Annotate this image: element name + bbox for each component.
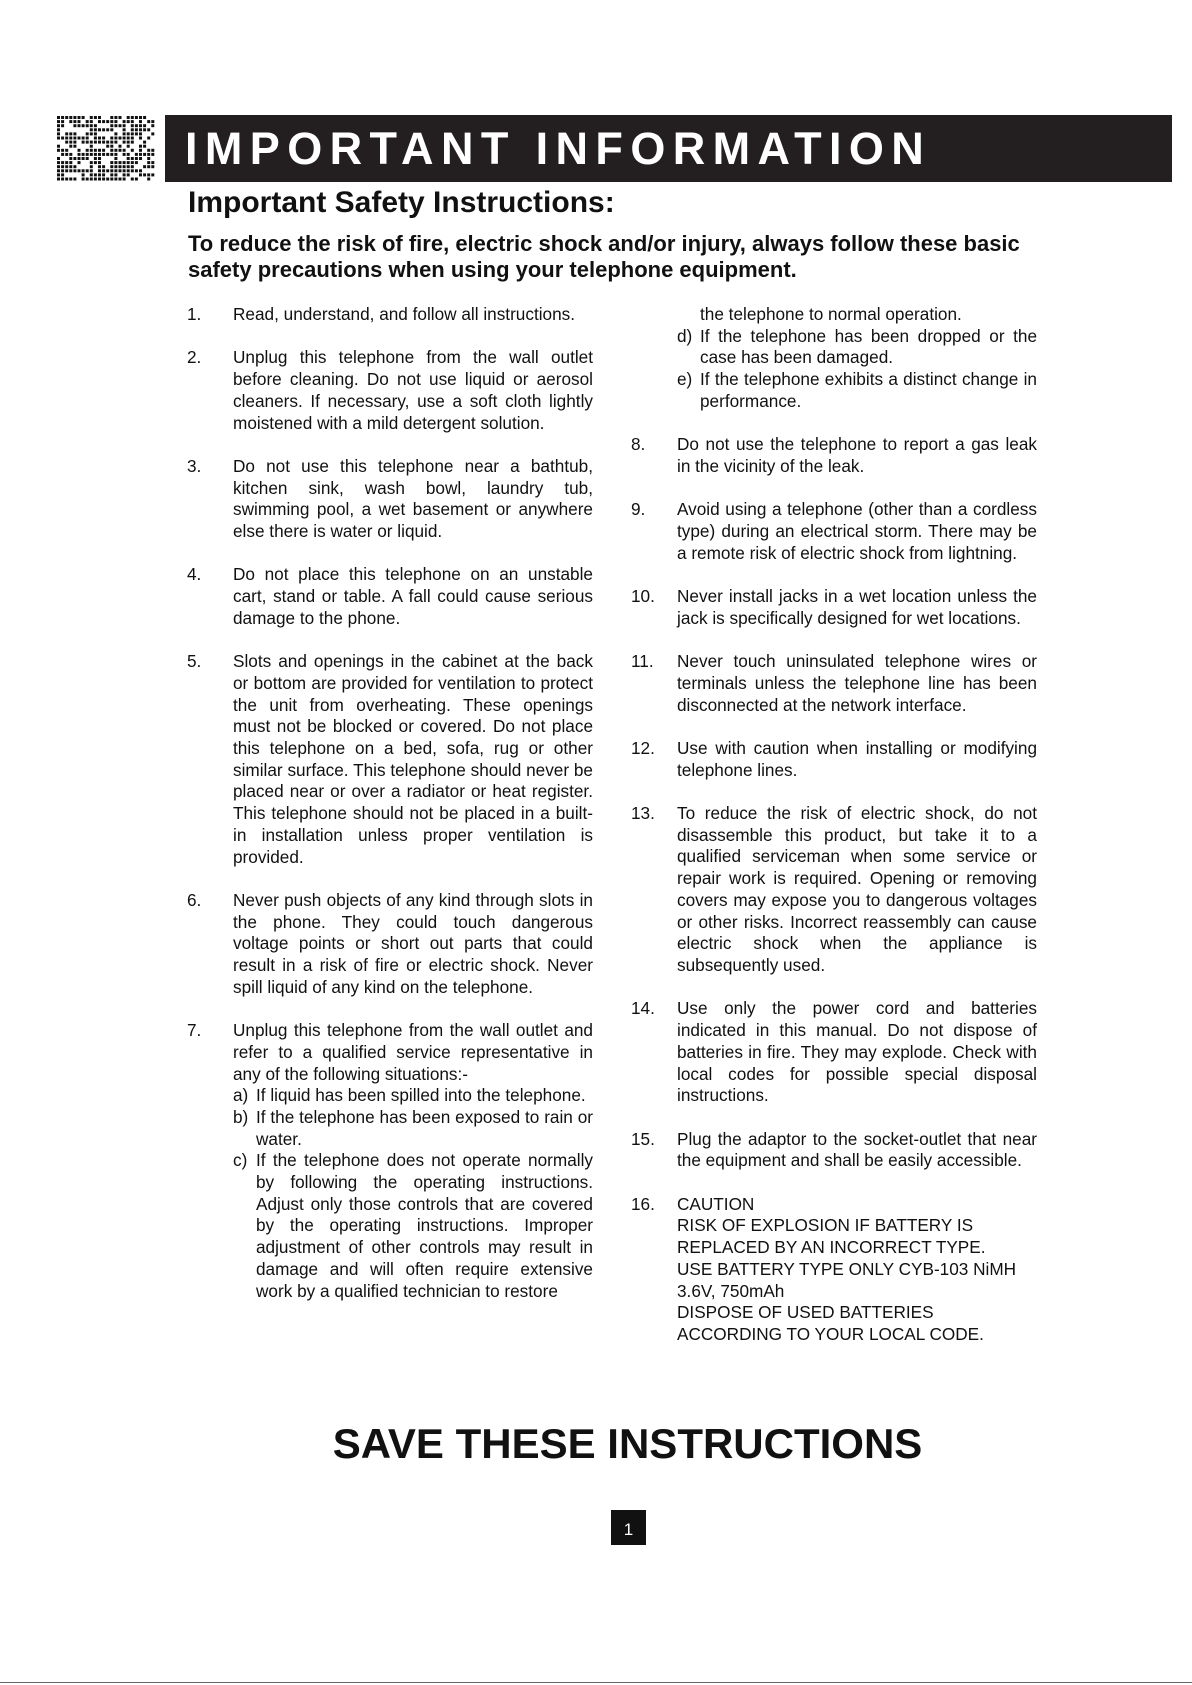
caution-line: CAUTION	[677, 1193, 755, 1214]
page-number	[611, 1510, 646, 1545]
item-text: Slots and openings in the cabinet at the back or bottom are provided for ventilation to protect the unit from overheating. These openings must not be blocked or covered. Do not place this telephone on a bed, sofa, rug or other similar surface. This telephone should never be placed near or over a radiator or heat register. This telephone should not be placed in a built-in installation unless proper ventilation is provided.	[233, 651, 593, 867]
item-text: Do not place this telephone on an unstable cart, stand or table. A fall could cause serious damage to the phone.	[233, 564, 593, 628]
item-number: 6.	[187, 889, 202, 910]
page-heading: Important Safety Instructions:	[188, 186, 615, 219]
sub-item-letter: c)	[233, 1150, 248, 1171]
sub-item-text: If the telephone has been dropped or the case has been damaged.	[700, 325, 1037, 368]
item-number: 4.	[187, 564, 202, 585]
list-item	[631, 651, 1037, 716]
item-number: 8.	[631, 434, 646, 455]
caution-line: ACCORDING TO YOUR LOCAL CODE.	[677, 1323, 984, 1344]
save-instructions-heading: SAVE THESE INSTRUCTIONS	[332, 1420, 923, 1467]
continued-text: the telephone to normal operation.	[700, 304, 962, 324]
sub-item	[233, 1107, 593, 1150]
sub-item-letter: b)	[233, 1106, 249, 1127]
item-number: 14.	[631, 998, 655, 1019]
intro-text: To reduce the risk of fire, electric shock and/or injury, always follow these basic safety precautions when using your telephone equipment.	[188, 231, 1020, 282]
item-number: 16.	[631, 1193, 655, 1214]
sub-item-letter: a)	[233, 1085, 249, 1106]
decorative-pattern-icon	[56, 115, 156, 181]
item-number: 9.	[631, 499, 646, 520]
item-number: 15.	[631, 1128, 655, 1149]
item-number: 13.	[631, 803, 655, 824]
item-text: Do not use the telephone to report a gas leak in the vicinity of the leak.	[677, 434, 1037, 476]
caution-line: DISPOSE OF USED BATTERIES	[677, 1302, 934, 1323]
sub-item-text: If the telephone does not operate normally by following the operating instructions. Adjust only those controls that are covered by the operating instructions. Improper adjustment of other controls may result in damage and will often require extensive work by a qualified technician to restore	[256, 1150, 593, 1301]
item-text: Unplug this telephone from the wall outlet and refer to a qualified service representative in any of the following situations:-	[233, 1020, 593, 1084]
list-item	[187, 1020, 593, 1302]
sub-item-text: If the telephone exhibits a distinct change in performance.	[700, 369, 1037, 411]
caution-line: REPLACED BY AN INCORRECT TYPE.	[677, 1237, 986, 1258]
section-banner	[165, 115, 1172, 182]
sub-item	[233, 1150, 593, 1302]
list-item	[631, 998, 1037, 1107]
item-number: 1.	[187, 304, 202, 324]
sub-item-text: If liquid has been spilled into the telephone.	[256, 1085, 586, 1106]
sub-item	[677, 326, 1037, 369]
caution-item	[631, 1194, 1037, 1346]
sub-item	[677, 369, 1037, 412]
list-item	[187, 304, 593, 326]
list-item	[187, 564, 593, 629]
item-number: 12.	[631, 737, 655, 758]
item-text: Plug the adaptor to the socket-outlet that near the equipment and shall be easily accessible.	[677, 1128, 1037, 1171]
item-number: 5.	[187, 651, 202, 672]
bottom-rule	[0, 1682, 1192, 1683]
left-column	[187, 304, 593, 1324]
item-number: 11.	[631, 651, 654, 672]
list-item	[187, 890, 593, 999]
caution-line: USE BATTERY TYPE ONLY CYB-103 NiMH	[677, 1258, 1017, 1279]
item-number: 3.	[187, 455, 202, 476]
list-item	[187, 347, 593, 434]
item-7-continuation	[631, 304, 1037, 413]
list-item	[631, 1129, 1037, 1172]
item-text: Use with caution when installing or modifying telephone lines.	[677, 737, 1037, 780]
item-text: Never install jacks in a wet location unless the jack is specifically designed for wet locations.	[677, 586, 1037, 628]
list-item	[631, 803, 1037, 977]
item-text: Avoid using a telephone (other than a cordless type) during an electrical storm. There may be a remote risk of electric shock from lightning.	[677, 499, 1037, 563]
sub-item	[233, 1085, 593, 1107]
list-item	[631, 738, 1037, 781]
item-number: 2.	[187, 347, 202, 368]
list-item	[187, 651, 593, 868]
item-number: 10.	[631, 586, 655, 607]
caution-line: 3.6V, 750mAh	[677, 1280, 785, 1301]
item-text: Read, understand, and follow all instructions.	[233, 304, 576, 324]
item-text: Never push objects of any kind through slots in the phone. They could touch dangerous voltage points or short out parts that could result in a risk of fire or electric shock. Never spill liquid of any kind on the telephone.	[233, 889, 593, 997]
banner-title: IMPORTANT INFORMATION	[185, 123, 932, 174]
sub-item-letter: d)	[677, 325, 693, 346]
item-text: To reduce the risk of electric shock, do not disassemble this product, but take it to a qualified serviceman when some service or repair work is required. Opening or removing covers may expose you to dangerous voltages or other risks. Incorrect reassembly can cause electric shock when the appliance is subsequently used.	[677, 803, 1037, 975]
right-column	[631, 304, 1037, 1367]
item-text: Do not use this telephone near a bathtub, kitchen sink, wash bowl, laundry tub, swimming pool, a wet basement or anywhere else there is water or liquid.	[233, 455, 593, 541]
item-text: Never touch uninsulated telephone wires or terminals unless the telephone line has been disconnected at the network interface.	[677, 651, 1037, 715]
sub-item-text: If the telephone has been exposed to rain or water.	[256, 1106, 593, 1149]
list-item	[187, 456, 593, 543]
list-item	[631, 499, 1037, 564]
item-number: 7.	[187, 1020, 202, 1041]
page-number-text: 1	[623, 1520, 634, 1539]
list-item	[631, 434, 1037, 477]
item-text: Unplug this telephone from the wall outlet before cleaning. Do not use liquid or aerosol cleaners. If necessary, use a soft cloth lightly moistened with a mild detergent solution.	[233, 347, 593, 433]
list-item	[631, 586, 1037, 629]
item-text: Use only the power cord and batteries indicated in this manual. Do not dispose of batteries in fire. They may explode. Check with local codes for possible special disposal instructions.	[677, 998, 1037, 1106]
sub-item-letter: e)	[677, 369, 693, 390]
caution-line: RISK OF EXPLOSION IF BATTERY IS	[677, 1215, 974, 1236]
